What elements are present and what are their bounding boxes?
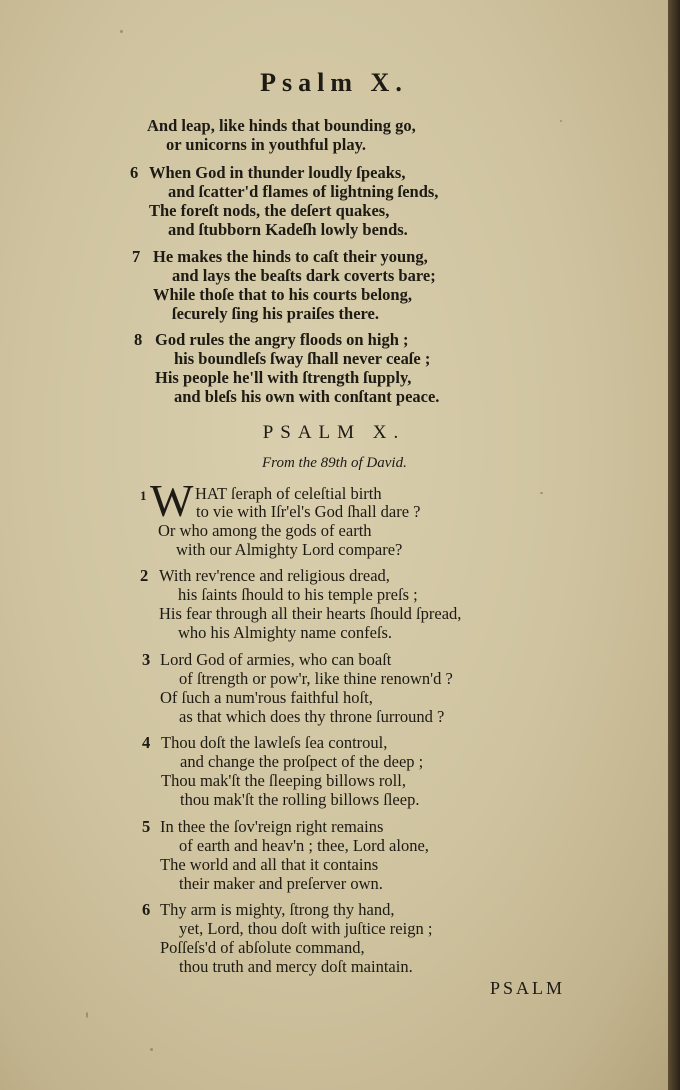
verse-number: 5 [142, 817, 151, 836]
paper-speck [540, 492, 543, 494]
drop-cap: W [150, 475, 194, 526]
verse-line: as that which does thy throne ſurround ? [179, 707, 445, 726]
verse-line: and ſcatter'd flames of lightning ſends, [168, 182, 439, 201]
verse-number: 4 [142, 733, 151, 752]
verse-line: Lord God of armies, who can boaſt [160, 650, 392, 669]
verse-line: of earth and heav'n ; thee, Lord alone, [179, 836, 429, 855]
verse-line: Or who among the gods of earth [158, 521, 372, 540]
verse-number: 3 [142, 650, 151, 669]
verse-line: Thou mak'ſt the ſleeping billows roll, [161, 771, 406, 790]
verse-line: His people he'll with ſtrength ſupply, [155, 368, 412, 387]
verse-line: With rev'rence and religious dread, [159, 566, 390, 585]
verse-number: 6 [130, 163, 139, 182]
verse-line: Poſſeſs'd of abſolute command, [160, 938, 365, 957]
verse-line: Of ſuch a num'rous faithful hoſt, [160, 688, 373, 707]
verse-line: of ſtrength or pow'r, like thine renown'd ? [179, 669, 453, 688]
verse-line: When God in thunder loudly ſpeaks, [149, 163, 406, 182]
verse-line: and lays the beaſts dark coverts bare; [172, 266, 436, 285]
verse-line: And leap, like hinds that bounding go, [147, 116, 416, 135]
verse-line: His fear through all their hearts ſhould ſpread, [159, 604, 462, 623]
psalm-title: PSALM X. [262, 422, 406, 443]
verse-number: 8 [134, 330, 143, 349]
verse-number: 6 [142, 900, 151, 919]
psalm-subtitle: From the 89th of David. [262, 455, 407, 471]
verse-line: yet, Lord, thou doſt with juſtice reign ; [179, 919, 433, 938]
verse-line: or unicorns in youthful play. [166, 135, 367, 154]
verse-line: Thy arm is mighty, ſtrong thy hand, [160, 900, 395, 919]
verse-line: The foreſt nods, the deſert quakes, [149, 201, 390, 220]
verse-line: thou mak'ſt the rolling billows ſleep. [180, 790, 420, 809]
catchword: PSALM [490, 978, 566, 998]
verse-line: with our Almighty Lord compare? [176, 540, 403, 559]
verse-line: to vie with Iſr'el's God ſhall dare ? [196, 502, 421, 521]
paper-speck [150, 1048, 153, 1051]
verse-line: and ſtubborn Kadeſh lowly bends. [168, 220, 408, 239]
verse-line: ſecurely ſing his praiſes there. [172, 304, 379, 323]
verse-line: Thou doſt the lawleſs ſea controul, [161, 733, 388, 752]
verse-line: who his Almighty name confeſs. [178, 623, 393, 642]
verse-line: and change the proſpect of the deep ; [180, 752, 424, 771]
paper-speck [86, 1012, 88, 1018]
verse-line: The world and all that it contains [160, 855, 379, 874]
verse-line: his boundleſs ſway ſhall never ceaſe ; [174, 349, 431, 368]
book-spine-edge [668, 0, 680, 1090]
verse-line: and bleſs his own with conſtant peace. [174, 387, 440, 406]
paper-speck [560, 120, 562, 122]
verse-number: 7 [132, 247, 141, 266]
paper-speck [120, 30, 123, 33]
verse-line: He makes the hinds to caſt their young, [153, 247, 428, 266]
verse-line: God rules the angry floods on high ; [155, 330, 409, 349]
verse-number: 2 [140, 566, 149, 585]
verse-line: his ſaints ſhould to his temple preſs ; [178, 585, 418, 604]
verse-line: In thee the ſov'reign right remains [160, 817, 384, 836]
page-header: Psalm X. [260, 68, 408, 97]
verse-line: their maker and preſerver own. [179, 874, 383, 893]
verse-line: HAT ſeraph of celeſtial birth [195, 484, 382, 503]
verse-line: While thoſe that to his courts belong, [153, 285, 412, 304]
verse-line: thou truth and mercy doſt maintain. [179, 957, 413, 976]
verse-number: 1 [140, 488, 147, 503]
